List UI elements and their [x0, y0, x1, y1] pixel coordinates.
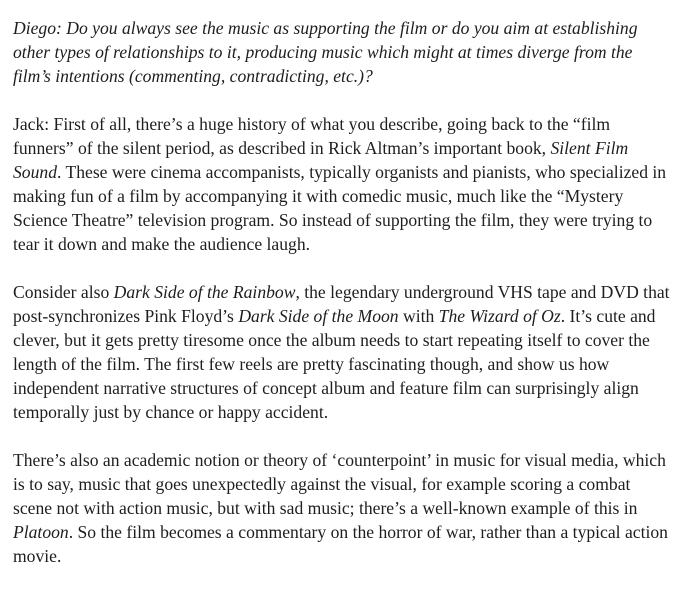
answer-paragraph-3 — [13, 448, 673, 568]
answer-2-text-a: Consider also — [13, 282, 114, 302]
answer-1-text-a: Jack: First of all, there’s a huge history of what you describe, going back to the “film funners” of the silent period, as described in Rick Altman’s important book, — [13, 114, 611, 158]
answer-paragraph-2 — [13, 280, 673, 424]
answer-3-text-c: . So the film becomes a commentary on the horror of war, rather than a typical action movie. — [13, 522, 668, 566]
answer-paragraph-1 — [13, 112, 673, 256]
answer-2-text-g: . It’s cute and clever, but it gets pretty tiresome once the album needs to start repeating itself to cover the length of the film. The first few reels are pretty fascinating though, and show us how independent narrative structures of concept album and feature film can surprisingly align temporally just by chance or happy accident. — [13, 306, 656, 422]
book-title-silent-film-sound: Silent Film Sound — [13, 138, 629, 182]
title-platoon: Platoon — [13, 522, 69, 542]
title-dark-side-of-the-moon: Dark Side of the Moon — [238, 306, 399, 326]
answer-2-text-e: with — [398, 306, 439, 326]
answer-2-text-c: , the legendary underground VHS tape and DVD that post-synchronizes Pink Floyd’s — [13, 282, 670, 326]
answer-1-text-c: . These were cinema accompanists, typically organists and pianists, who specialized in making fun of a film by accompanying it with comedic music, much like the “Mystery Science Theatre” television program. So instead of supporting the film, they were trying to tear it down and make the audience laugh. — [13, 162, 667, 254]
answer-3-text-a: There’s also an academic notion or theory of ‘counterpoint’ in music for visual media, which is to say, music that goes unexpectedly against the visual, for example scoring a combat scene not with action music, but with sad music; there’s a well-known example of this in — [13, 450, 666, 518]
article-body — [13, 16, 673, 592]
title-dark-side-of-the-rainbow: Dark Side of the Rainbow — [113, 282, 296, 302]
interview-question — [13, 16, 673, 88]
title-the-wizard-of-oz: The Wizard of Oz — [438, 306, 561, 326]
question-text: Diego: Do you always see the music as supporting the film or do you aim at establishing other types of relationships to it, producing music which might at times diverge from the film’s intentions (commenting, contradicting, etc.)? — [13, 18, 638, 86]
